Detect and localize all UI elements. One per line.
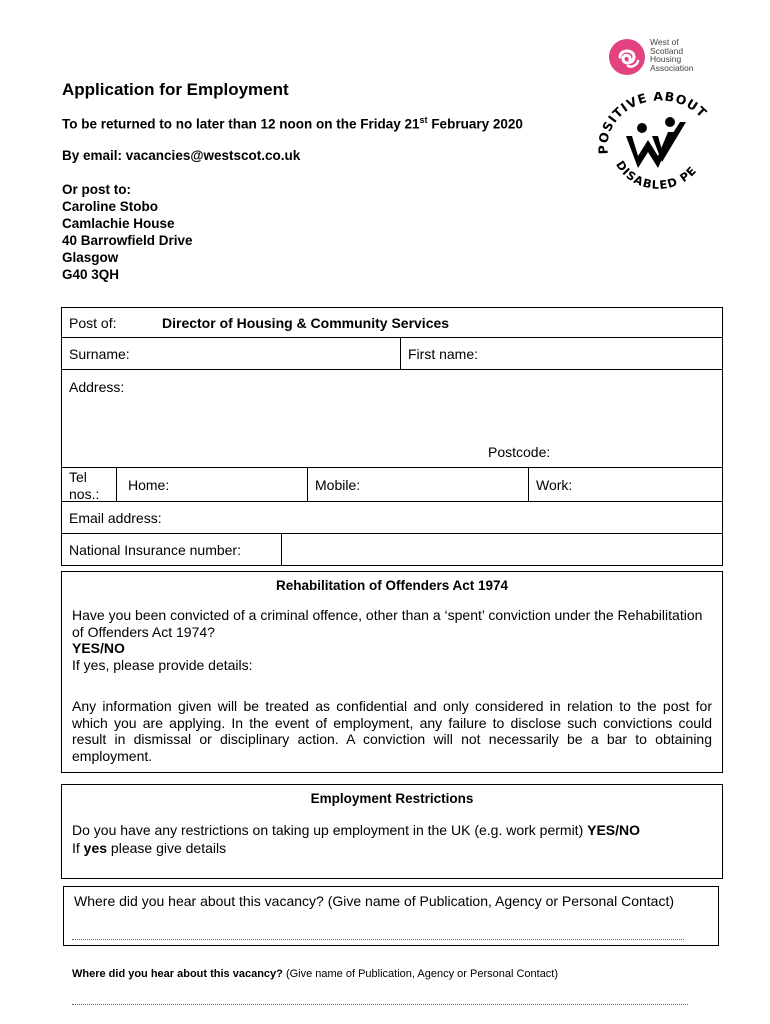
- restrictions-if-suffix: please give details: [107, 840, 227, 856]
- positive-about-disabled-people-badge: [596, 92, 722, 196]
- address-line: Or post to:: [62, 182, 131, 197]
- post-of-value: Director of Housing & Community Services: [162, 315, 450, 331]
- vacancy-repeat-rest: (Give name of Publication, Agency or Personal Contact): [282, 968, 559, 980]
- address-line: Caroline Stobo: [62, 199, 159, 214]
- address-field[interactable]: [62, 370, 722, 468]
- ni-number-field[interactable]: [281, 534, 722, 565]
- page-title: Application for Employment: [62, 80, 289, 99]
- badge-bottom-text: DISABLED PE: [613, 158, 700, 192]
- postal-address: [62, 181, 193, 283]
- telephone-row: [62, 468, 722, 502]
- address-line: G40 3QH: [62, 267, 120, 282]
- rehabilitation-heading: Rehabilitation of Offenders Act 1974: [275, 578, 509, 593]
- work-label: Work:: [536, 477, 573, 493]
- email-address-label: Email address:: [69, 510, 162, 526]
- first-name-label: First name:: [408, 346, 479, 362]
- conviction-yes-no[interactable]: YES/NO: [72, 640, 125, 656]
- tel-label: [69, 469, 99, 503]
- restrictions-if-bold: yes: [83, 840, 108, 856]
- work-phone-field[interactable]: [528, 468, 722, 501]
- vacancy-source-question: Where did you hear about this vacancy? (Give name of Publication, Agency or Personal Contact): [74, 893, 674, 909]
- vacancy-repeat-answer-line[interactable]: [72, 1004, 688, 1005]
- tel-label-cell: [62, 468, 116, 501]
- restrictions-details-label: [72, 839, 712, 857]
- home-label: Home:: [128, 477, 170, 493]
- logo-line: Housing: [650, 54, 682, 65]
- svg-text:POSITIVE ABOUT: [596, 92, 710, 155]
- name-row: [62, 338, 722, 370]
- confidentiality-notice: Any information given will be treated as confidential and only considered in relation to the post for which you are applying. In the event of employment, any failure to disclose such convictions could result in dismissal or disciplinary action. A conviction will not necessarily be a bar to obtaining employment.: [72, 698, 712, 764]
- employment-restrictions-section: [61, 784, 723, 879]
- home-phone-field[interactable]: [116, 468, 307, 501]
- wsha-logo-icon: [608, 37, 648, 77]
- postcode-label: Postcode:: [488, 444, 551, 460]
- badge-top-text: POSITIVE ABOUT: [596, 92, 711, 155]
- return-deadline-suffix: February 2020: [427, 116, 523, 132]
- return-deadline-sup: st: [419, 115, 428, 125]
- return-deadline: [62, 115, 523, 132]
- restrictions-heading: Employment Restrictions: [310, 791, 474, 806]
- mobile-phone-field[interactable]: [307, 468, 528, 501]
- restrictions-question-text: Do you have any restrictions on taking up employment in the UK (e.g. work permit): [72, 822, 588, 838]
- rehabilitation-section: [61, 571, 723, 773]
- return-deadline-text: To be returned to no later than 12 noon on the Friday 21: [62, 116, 420, 132]
- email-address-field[interactable]: [62, 502, 722, 534]
- ni-label-cell: [62, 534, 281, 565]
- ni-number-row: [62, 534, 722, 565]
- email-instruction: By email: vacancies@westscot.co.uk: [62, 148, 301, 163]
- address-line: Glasgow: [62, 250, 119, 265]
- conviction-details-label: If yes, please provide details:: [72, 656, 253, 673]
- address-line: Camlachie House: [62, 216, 175, 231]
- personal-details-form: [61, 307, 723, 566]
- tel-label-line: nos.:: [69, 486, 100, 502]
- address-label: Address:: [69, 379, 125, 395]
- vacancy-source-section: [63, 886, 719, 946]
- post-of-label: Post of:: [69, 315, 117, 331]
- surname-label: Surname:: [69, 346, 130, 362]
- surname-field[interactable]: [62, 338, 400, 369]
- rehabilitation-question: Have you been convicted of a criminal offence, other than a ‘spent’ conviction under the Rehabilitation of Offenders Act 1974?: [72, 607, 703, 640]
- logo-line: Association: [650, 62, 694, 73]
- first-name-field[interactable]: [400, 338, 722, 369]
- vacancy-source-answer-line[interactable]: [72, 939, 684, 940]
- restrictions-question: [72, 821, 712, 839]
- tel-label-line: Tel: [69, 469, 87, 485]
- post-of-row: [62, 308, 722, 338]
- vacancy-repeat-bold: Where did you hear about this vacancy?: [72, 968, 283, 980]
- logo-line: Scotland: [650, 45, 684, 56]
- ni-number-label: National Insurance number:: [69, 542, 241, 558]
- logo-line: West of: [650, 37, 679, 47]
- disability-symbol-icon: [596, 92, 722, 196]
- mobile-label: Mobile:: [315, 477, 361, 493]
- vacancy-source-repeat: [72, 968, 558, 980]
- restrictions-yes-no[interactable]: YES/NO: [587, 822, 641, 838]
- wsha-logo-text: [650, 38, 693, 72]
- restrictions-if-prefix: If: [72, 840, 84, 856]
- address-line: 40 Barrowfield Drive: [62, 233, 193, 248]
